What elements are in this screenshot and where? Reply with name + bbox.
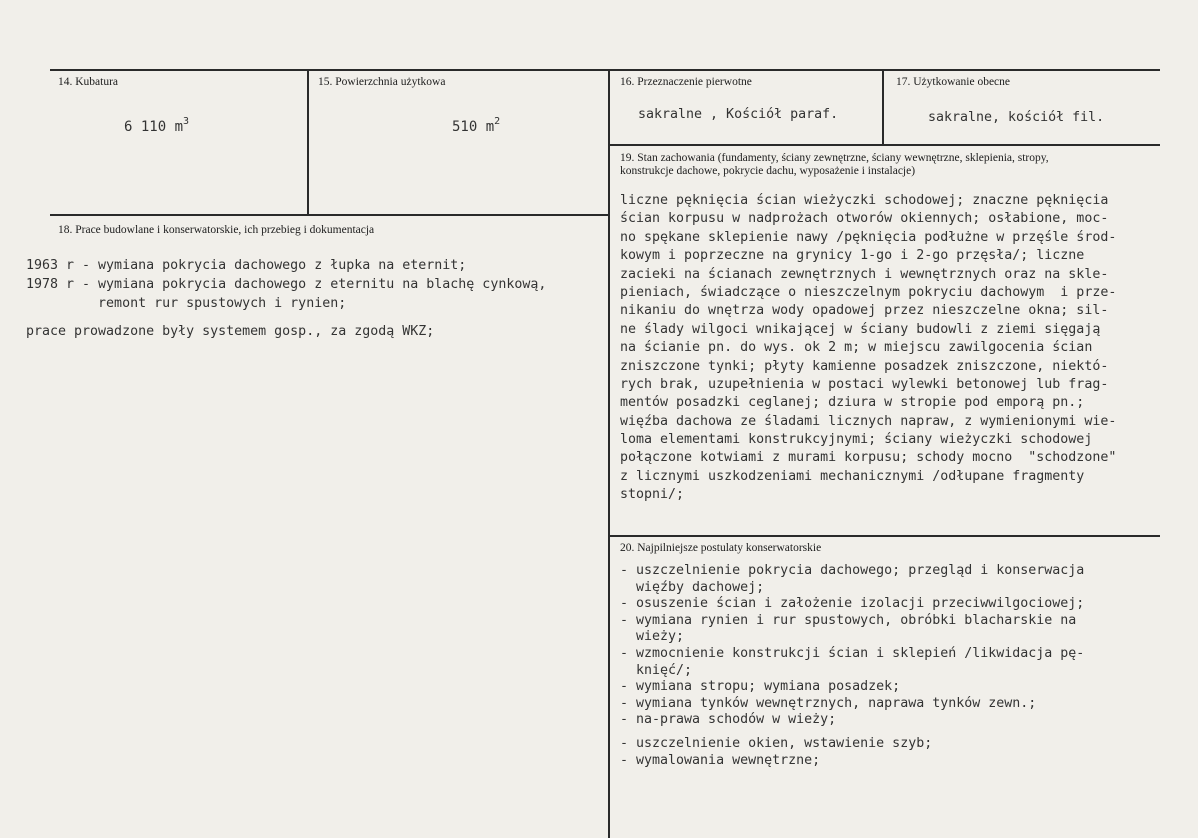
- prace-label: 18. Prace budowlane i konserwatorskie, ich przebieg i dokumentacja: [58, 224, 375, 236]
- uzytkowanie-label: 17. Użytkowanie obecne: [896, 76, 1011, 88]
- postulat-line: - uszczelnienie okien, wstawienie szyb;: [620, 735, 933, 751]
- stan-label-line2: konstrukcje dachowe, pokrycie dachu, wyposażenie i instalacje): [620, 165, 916, 177]
- postulat-line: - osuszenie ścian i założenie izolacji przeciwwilgociowej;: [620, 596, 1085, 612]
- postulat-line: - wzmocnienie konstrukcji ścian i sklepień /likwidacja pę-: [620, 645, 1085, 661]
- stan-line: liczne pęknięcia ścian wieżyczki schodowej; znaczne pęknięcia: [620, 193, 1109, 208]
- stan-line: pieniach, świadczące o nieszczelnym pokryciu dachowym i prze-: [620, 284, 1117, 300]
- prace-line: 1963 r - wymiana pokrycia dachowego z łupka na eternit;: [26, 258, 467, 273]
- postulat-line: wieży;: [620, 629, 685, 645]
- powierzchnia-label: 15. Powierzchnia użytkowa: [318, 76, 446, 88]
- postulaty-label: 20. Najpilniejsze postulaty konserwatorskie: [620, 542, 822, 554]
- prace-note: prace prowadzone były systemem gosp., za zgodą WKZ;: [26, 324, 435, 339]
- postulat-line: - wymiana stropu; wymiana posadzek;: [620, 679, 901, 695]
- postulat-line: - wymiana tynków wewnętrznych, naprawa tynków zewn.;: [620, 695, 1037, 711]
- stan-line: rych brak, uzupełnienia w postaci wylewki betonowej lub frag-: [620, 376, 1109, 392]
- stan-line: z licznymi uszkodzeniami mechanicznymi /odłupane fragmenty: [620, 468, 1085, 484]
- stan-line: stopni/;: [620, 487, 685, 503]
- prace-line: remont rur spustowych i rynien;: [26, 296, 347, 311]
- stan-line: zniszczone tynki; płyty kamienne posadzek zniszczone, niektó-: [620, 358, 1109, 374]
- divider-16-17: [882, 69, 884, 145]
- postulat-line: - uszczelnienie pokrycia dachowego; przegląd i konserwacja: [620, 563, 1085, 578]
- top-rule: [50, 69, 1160, 71]
- powierzchnia-exponent: 2: [494, 116, 501, 127]
- kubatura-value: [124, 116, 190, 135]
- stan-line: ne ślady wilgoci wnikającej w ściany budowli z ziemi sięgają: [620, 321, 1101, 337]
- postulat-line: więźby dachowej;: [620, 579, 765, 595]
- stan-label-line1: 19. Stan zachowania (fundamenty, ściany zewnętrzne, ściany wewnętrzne, sklepienia, stropy,: [620, 152, 1049, 164]
- powierzchnia-value: [452, 116, 501, 135]
- stan-line: połączone kotwiami z murami korpusu; schody mocno "schodzone": [620, 450, 1117, 466]
- przeznaczenie-label: 16. Przeznaczenie pierwotne: [620, 76, 752, 88]
- stan-line: nikaniu do wnętrza wody opadowej przez nieszczelne okna; sil-: [620, 303, 1109, 319]
- stan-text: [620, 192, 1116, 505]
- stan-line: zacieki na ścianach zewnętrznych i wewnętrznych oraz na sklе-: [620, 266, 1109, 282]
- main-vertical-divider: [608, 69, 610, 838]
- postulat-line: - wymalowania wewnętrzne;: [620, 752, 821, 768]
- kubatura-exponent: 3: [183, 116, 190, 127]
- postulaty-text: [620, 563, 1084, 769]
- stan-line: mentów posadzki ceglanej; dziura w stropie pod emporą pn.;: [620, 395, 1085, 411]
- kubatura-number: 6 110 m: [124, 119, 184, 135]
- divider-14-15: [307, 69, 309, 215]
- uzytkowanie-value: sakralne, kościół fil.: [928, 110, 1105, 125]
- kubatura-label: 14. Kubatura: [58, 76, 119, 88]
- stan-line: ścian korpusu w nadprożach otworów okiennych; osłabione, moc-: [620, 211, 1109, 227]
- prace-text: [26, 256, 546, 313]
- stan-line: loma elementami konstrukcyjnymi; ściany wieżyczki schodowej: [620, 432, 1093, 448]
- prace-line: 1978 r - wymiana pokrycia dachowego z eternitu na blachę cynkową,: [26, 277, 547, 292]
- stan-line: na ścianie pn. do wys. ok 2 m; w miejscu zawilgocenia ścian: [620, 340, 1093, 356]
- stan-line: no spękane sklepienie nawy /pęknięcia podłużne w przęśle środ-: [620, 229, 1117, 245]
- right-mid-rule: [609, 535, 1160, 537]
- stan-line: kowym i poprzeczne na grynicy 1-go i 2-go przęsła/; liczne: [620, 248, 1085, 264]
- postulat-line: - wymiana rynien i rur spustowych, obróbki blacharskie na: [620, 612, 1077, 628]
- upper-right-rule: [609, 144, 1160, 146]
- postulat-line: - na-prawa schodów w wieży;: [620, 712, 837, 728]
- stan-line: więźba dachowa ze śladami licznych napraw, z wymienionymi wie-: [620, 413, 1117, 429]
- powierzchnia-number: 510 m: [452, 119, 495, 135]
- postulat-line: knięć/;: [620, 662, 693, 678]
- left-mid-rule: [50, 214, 610, 216]
- przeznaczenie-value: sakralne , Kościół paraf.: [638, 107, 839, 122]
